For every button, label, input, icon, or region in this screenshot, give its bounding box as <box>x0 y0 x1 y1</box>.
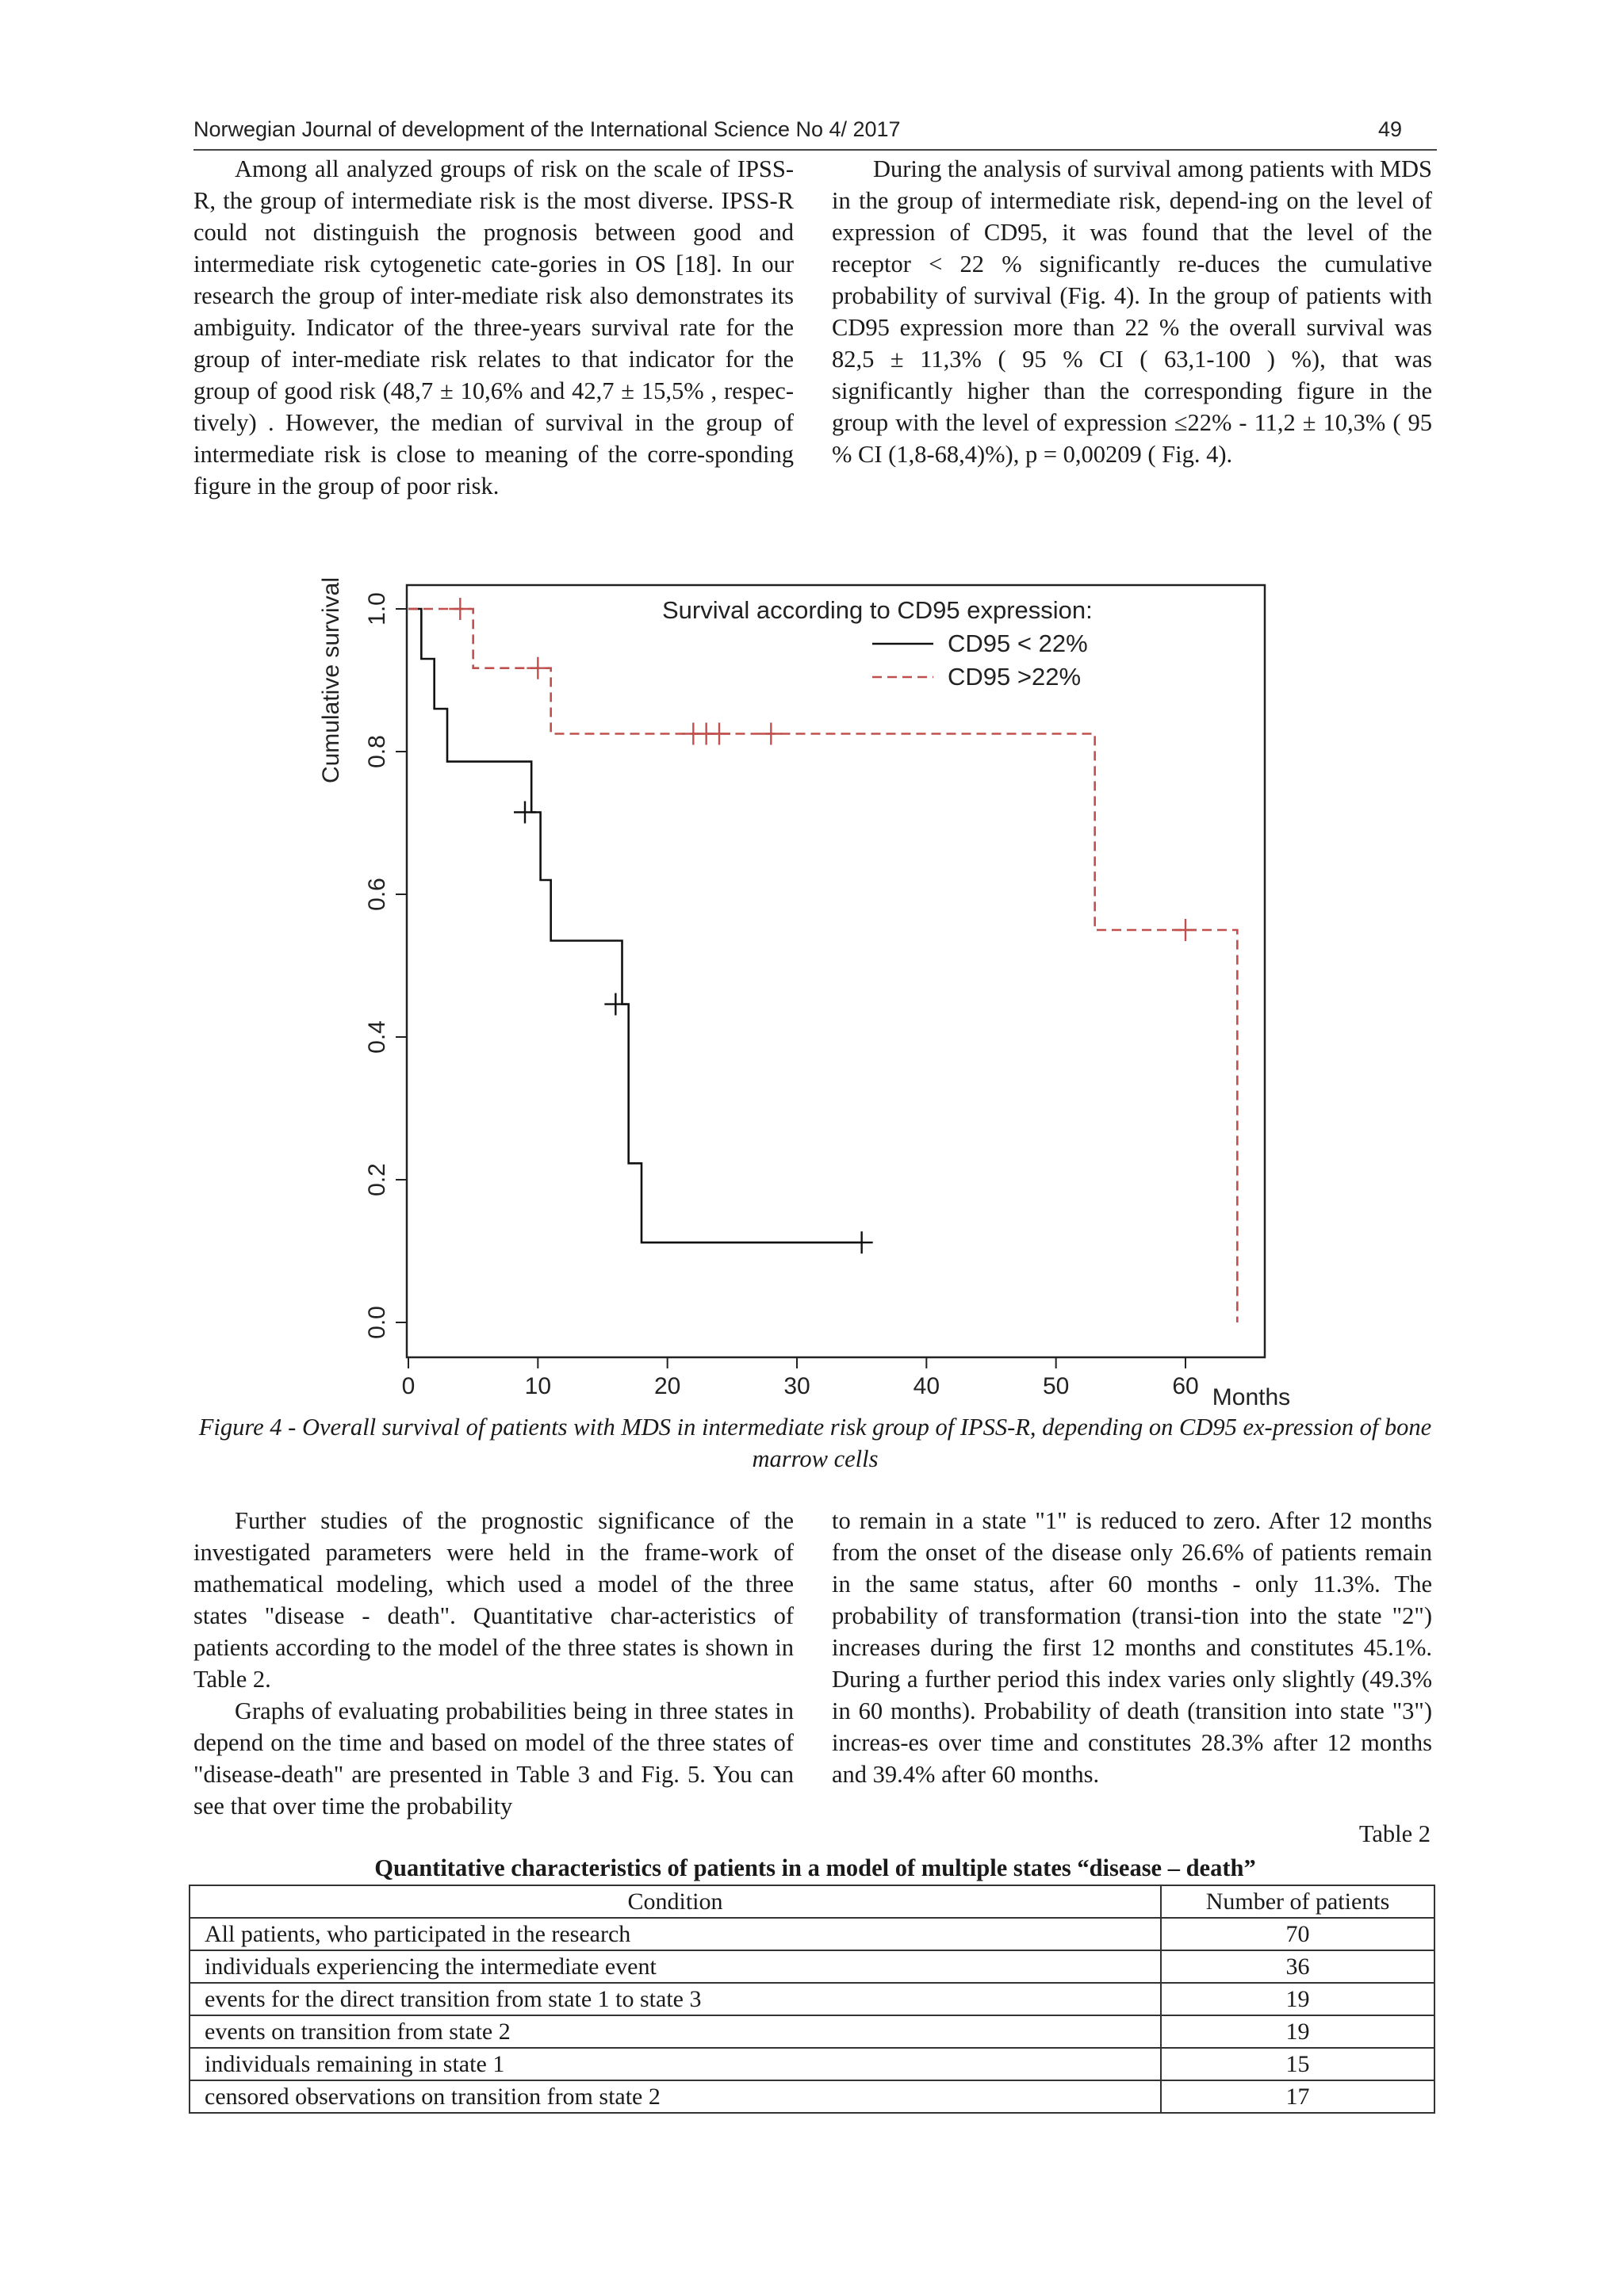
x-tick-label: 10 <box>524 1373 552 1399</box>
table-cell: 15 <box>1161 2048 1434 2080</box>
figure-caption: Figure 4 - Overall survival of patients with MDS in intermediate risk group of IPSS-R, depending on CD95 ex-pression of bone marrow cells <box>198 1414 1432 1472</box>
legend-title: Survival according to CD95 expression: <box>662 596 1093 624</box>
bottom-right-column <box>832 1505 1432 1790</box>
y-tick-label: 0.4 <box>364 1020 390 1054</box>
censor-mark <box>1174 919 1197 941</box>
table-row <box>190 2015 1434 2048</box>
y-tick-label: 0.2 <box>364 1163 390 1196</box>
top-left-column <box>193 153 794 502</box>
column-header-number: Number of patients <box>1161 1885 1434 1918</box>
paragraph: Among all analyzed groups of risk on the scale of IPSS-R, the group of intermediate risk is the most diverse. IPSS-R could not distinguish the prognosis between good and intermediate risk cytogenetic cate-gories in OS [18]. In our research the group of inter-mediate risk also demonstrates its ambiguity. Indicator of the three-years survival rate for the group of inter-mediate risk relates to that indicator for the group of good risk (48,7 ± 10,6% and 42,7 ± 15,5% , respec-tively) . However, the median of survival in the group of intermediate risk is close to meaning of the corre-sponding figure in the group of poor risk. <box>193 155 794 499</box>
survival-chart <box>313 571 1312 1411</box>
y-tick-label: 0.0 <box>364 1306 390 1339</box>
data-table <box>189 1885 1435 2114</box>
survival-chart-svg <box>313 571 1312 1411</box>
censor-mark <box>604 993 626 1016</box>
page-number: 49 <box>1377 117 1402 141</box>
paragraph: Further studies of the prognostic significance of the investigated parameters were held in the frame-work of mathematical modeling, which used a model of the three states "disease - death". Quantitative char-acteristics of patients according to the model of the three states is shown in Table 2. <box>193 1507 794 1693</box>
table-cell: individuals remaining in state 1 <box>190 2048 1161 2080</box>
censor-mark <box>760 723 782 745</box>
journal-title: Norwegian Journal of development of the International Science No 4/ 2017 <box>193 117 901 141</box>
table-row <box>190 1950 1434 1983</box>
censor-mark <box>514 802 536 824</box>
legend-entry: CD95 < 22% <box>948 629 1088 657</box>
table-header-row <box>190 1885 1434 1918</box>
table-cell: 19 <box>1161 2015 1434 2048</box>
paragraph: Graphs of evaluating probabilities being in three states in depend on the time and based on model of the three states of "disease-death" are presented in Table 3 and Fig. 5. You can see that over time the probability <box>193 1697 794 1820</box>
header-rule <box>193 149 1437 151</box>
table-row <box>190 2048 1434 2080</box>
censor-mark <box>449 598 471 620</box>
x-tick-label: 40 <box>913 1373 940 1399</box>
censor-mark <box>851 1231 873 1253</box>
table-cell: events for the direct transition from state 1 to state 3 <box>190 1983 1161 2015</box>
x-tick-label: 0 <box>401 1373 416 1399</box>
table-cell: 19 <box>1161 1983 1434 2015</box>
x-tick-label: 60 <box>1172 1373 1199 1399</box>
table-row <box>190 2080 1434 2113</box>
y-axis-label: Cumulative survival <box>318 576 344 784</box>
table-row <box>190 1918 1434 1950</box>
x-axis-label: Months <box>1212 1384 1291 1410</box>
censor-mark <box>708 723 730 745</box>
table-row <box>190 1983 1434 2015</box>
table-cell: individuals experiencing the intermediate event <box>190 1950 1161 1983</box>
censor-mark <box>527 657 549 679</box>
paragraph: to remain in a state "1" is reduced to zero. After 12 months from the onset of the disease only 26.6% of patients remain in the same status, after 60 months - only 11.3%. The probability of transformation (transi-tion into the state "2") increases during the first 12 months and constitutes 45.1%. During a further period this index varies only slightly (49.3% in 60 months). Probability of death (transition into state "3") increas-es over time and constitutes 28.3% after 12 months and 39.4% after 60 months. <box>832 1507 1432 1788</box>
y-tick-label: 0.8 <box>364 735 390 768</box>
table-cell: 70 <box>1161 1918 1434 1950</box>
series-line-cd95-high <box>408 609 1237 1322</box>
x-tick-label: 20 <box>653 1373 681 1399</box>
top-right-column <box>832 153 1432 470</box>
table-cell: censored observations on transition from state 2 <box>190 2080 1161 2113</box>
paragraph: During the analysis of survival among patients with MDS in the group of intermediate risk, depend-ing on the level of expression of CD95, it was found that the level of the receptor < 22 % significantly re-duces the cumulative probability of survival (Fig. 4). In the group of patients with CD95 expression more than 22 % the overall survival was 82,5 ± 11,3% ( 95 % CI ( 63,1-100 ) %), that was significantly higher than the corresponding figure in the group with the level of expression ≤22% - 11,2 ± 10,3% ( 95 % CI (1,8-68,4)%), p = 0,00209 ( Fig. 4). <box>832 155 1432 468</box>
y-tick-label: 1.0 <box>364 592 390 626</box>
table-cell: events on transition from state 2 <box>190 2015 1161 2048</box>
column-header-condition: Condition <box>190 1885 1161 1918</box>
table-cell: 36 <box>1161 1950 1434 1983</box>
y-tick-label: 0.6 <box>364 878 390 911</box>
table-cell: 17 <box>1161 2080 1434 2113</box>
running-header <box>193 117 1437 149</box>
bottom-left-column <box>193 1505 794 1822</box>
table-cell: All patients, who participated in the research <box>190 1918 1161 1950</box>
table-label: Table 2 <box>1358 1820 1431 1847</box>
x-tick-label: 30 <box>783 1373 810 1399</box>
x-tick-label: 50 <box>1042 1373 1070 1399</box>
series-line-cd95-low <box>408 609 862 1242</box>
table-title: Quantitative characteristics of patients in a model of multiple states “disease – death” <box>374 1854 1256 1881</box>
legend-entry: CD95 >22% <box>948 663 1082 691</box>
